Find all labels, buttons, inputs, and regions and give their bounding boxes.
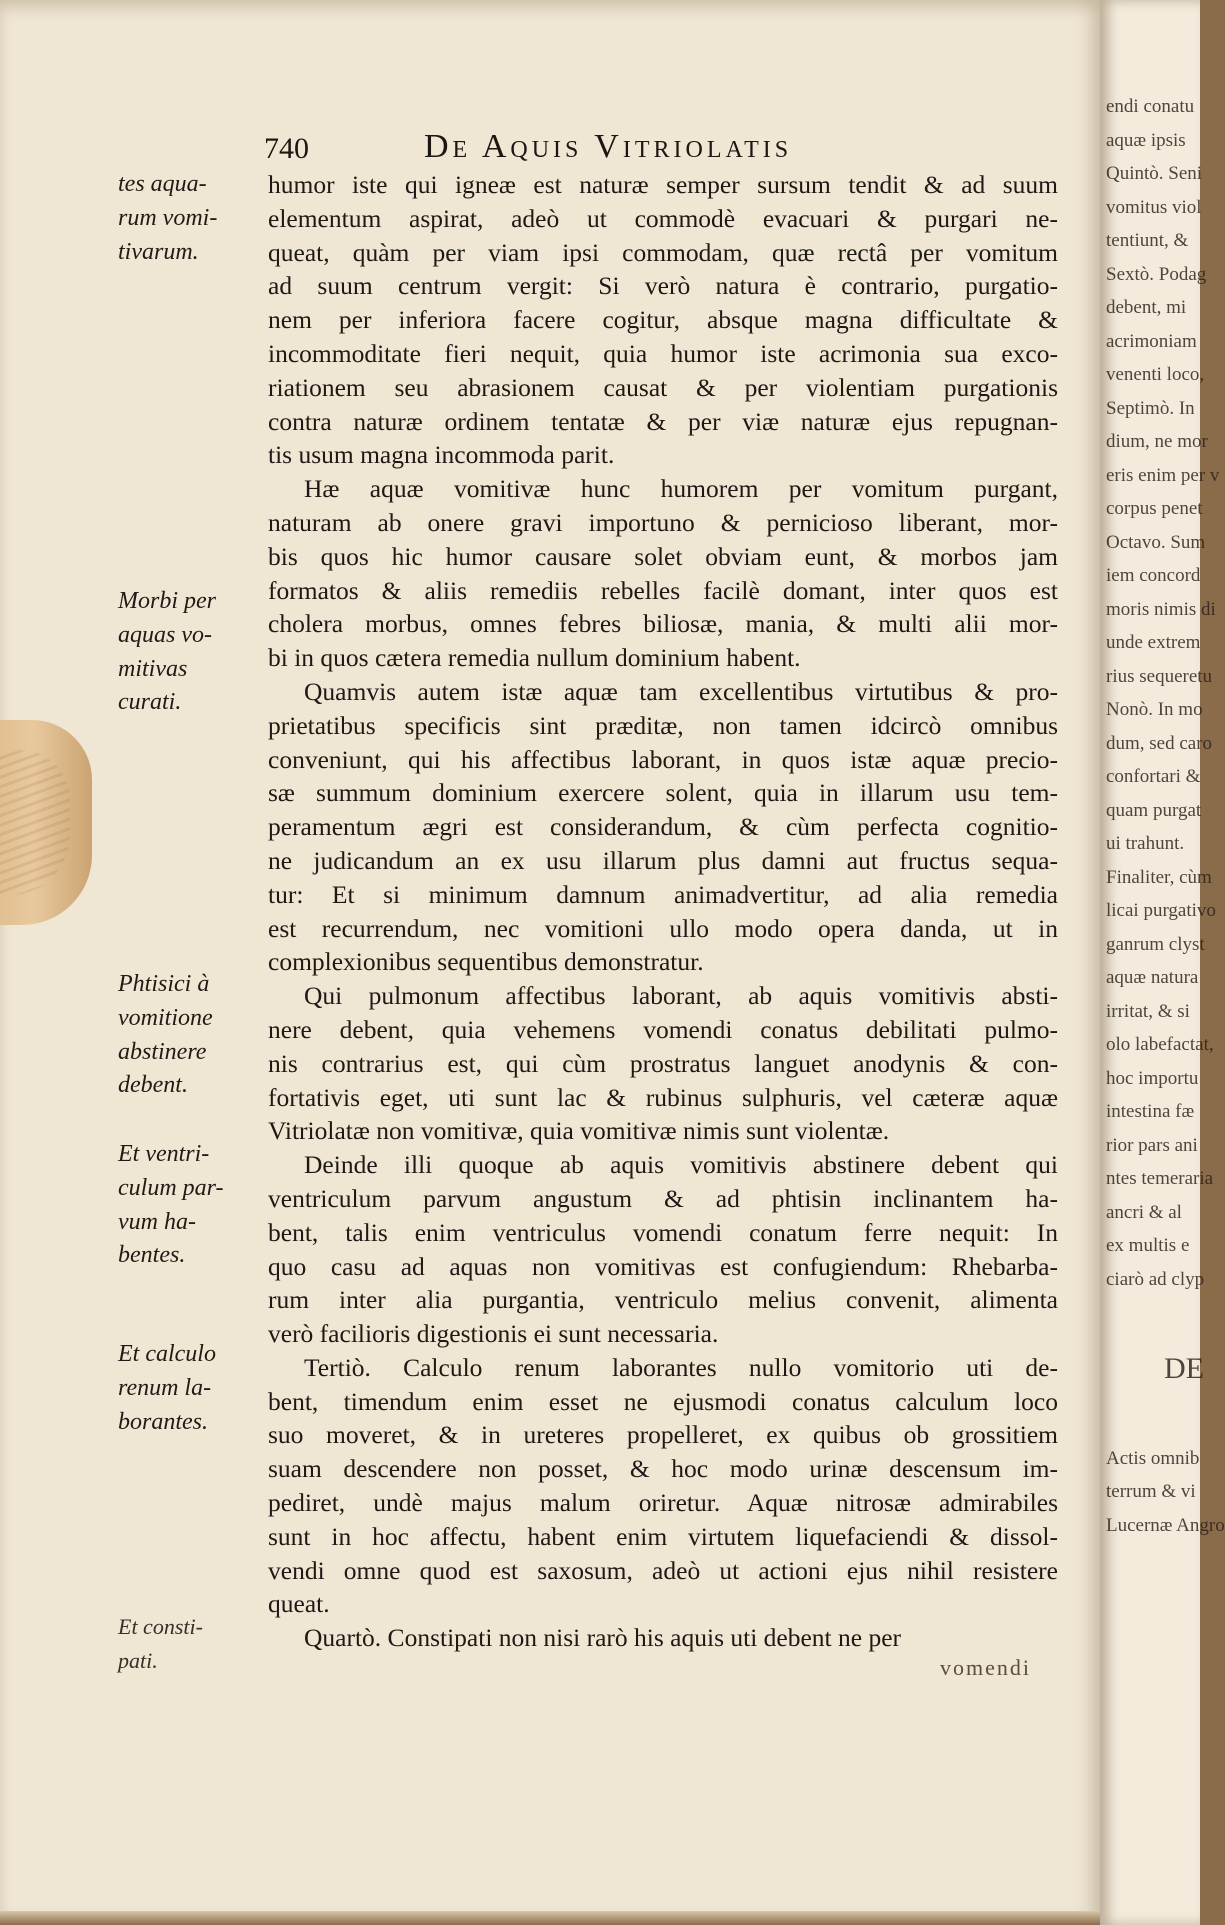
- margin-note-calculo: [118, 1338, 268, 1439]
- body-text: [268, 168, 1058, 1655]
- facing-fragment: aquæ ipsis: [1106, 129, 1186, 151]
- facing-fragment: acrimoniam: [1106, 330, 1197, 352]
- text-line: ventriculum parvum angustum & ad phtisin inclinantem ha-: [268, 1183, 1058, 1213]
- text-line: formatos & aliis remediis rebelles facilè domant, inter quos est: [268, 575, 1058, 605]
- text-line: nis contrarius est, qui cùm prostratus languet anodynis & con-: [268, 1048, 1058, 1078]
- text-line: cholera morbus, omnes febres biliosæ, mania, & multi alii mor-: [268, 609, 1058, 639]
- text-line: conveniunt, qui his affectibus laborant, in quos istæ aquæ precio-: [268, 744, 1058, 774]
- text-line: humor iste qui igneæ est naturæ semper sursum tendit & ad suum: [268, 170, 1058, 199]
- text-line: Hæ aquæ vomitivæ hunc humorem per vomitum purgant,: [304, 474, 1058, 504]
- text-line: bi in quos cætera remedia nullum dominium habent.: [268, 643, 801, 673]
- margin-note-line: culum par-: [118, 1174, 224, 1201]
- facing-fragment: Lucernæ Angro: [1106, 1514, 1225, 1536]
- facing-fragment: terrum & vi: [1106, 1481, 1196, 1502]
- text-line: Quartò. Constipati non nisi rarò his aquis uti debent ne per: [304, 1623, 902, 1653]
- text-line: contra naturæ ordinem tentatæ & per viæ naturæ ejus repugnan-: [268, 406, 1058, 436]
- text-line: verò facilioris digestionis ei sunt necessaria.: [268, 1319, 719, 1349]
- text-line: suam descendere non posset, & hoc modo urinæ descensum im-: [268, 1454, 1058, 1484]
- facing-fragment: aquæ natura: [1106, 967, 1199, 988]
- margin-note-line: tivarum.: [118, 238, 199, 265]
- text-line: sæ summum dominium exercere solent, quia in illarum usu tem-: [268, 778, 1058, 808]
- margin-note-line: aquas vo-: [118, 621, 212, 648]
- text-line: est recurrendum, nec vomitioni ullo modo opera danda, ut in: [268, 913, 1058, 943]
- text-line: fortativis eget, uti sunt lac & rubinus sulphuris, vel cæteræ aquæ: [268, 1082, 1058, 1112]
- text-line: complexionibus sequentibus demonstratur.: [268, 947, 704, 977]
- margin-note-line: bentes.: [118, 1242, 186, 1269]
- margin-note-line: Morbi per: [118, 588, 216, 614]
- margin-note-line: Et ventri-: [118, 1141, 210, 1167]
- facing-fragment: dum, sed caro: [1106, 732, 1213, 754]
- facing-fragment: confortari &: [1106, 766, 1201, 787]
- margin-note-line: debent.: [118, 1072, 188, 1099]
- text-line: bent, timendum enim esset ne ejusmodi conatus calculum loco: [268, 1386, 1058, 1416]
- margin-note-line: renum la-: [118, 1374, 212, 1401]
- margin-note-phtisici: [118, 968, 268, 1103]
- facing-fragment: eris enim per v: [1106, 464, 1220, 486]
- margin-note-line: tes aqua-: [118, 171, 207, 197]
- text-line: ad suum centrum vergit: Si verò natura è contrario, purgatio-: [268, 271, 1058, 301]
- text-line: queat, quàm per viam ipsi commodam, quæ rectâ per vomitum: [268, 237, 1058, 267]
- text-line: tis usum magna incommoda parit.: [268, 440, 615, 470]
- facing-fragment: Quintò. Seni: [1106, 163, 1203, 184]
- text-line: quo casu ad aquas non vomitivas est confugiendum: Rhebarba-: [268, 1251, 1058, 1281]
- margin-note-ventriculum: [118, 1138, 268, 1273]
- text-line: bent, talis enim ventriculus vomendi conatum ferre nequit: In: [268, 1217, 1058, 1247]
- facing-fragment: rius sequeretu: [1106, 665, 1213, 687]
- text-line: Vitriolatæ non vomitivæ, quia vomitivæ nimis sunt violentæ.: [268, 1116, 890, 1146]
- facing-fragment: venenti loco,: [1106, 364, 1205, 385]
- facing-fragment: unde extrem: [1106, 632, 1201, 653]
- facing-fragment: endi conatu: [1106, 96, 1195, 117]
- margin-note-vomitivarum: [118, 168, 268, 269]
- margin-note-line: abstinere: [118, 1038, 207, 1065]
- text-line: suo moveret, & in ureteres propelleret, ex quibus ob grossitiem: [268, 1420, 1058, 1450]
- facing-page-edge: [1100, 0, 1225, 1925]
- facing-fragment: tentiunt, &: [1106, 230, 1189, 251]
- text-line: queat.: [268, 1589, 330, 1619]
- facing-fragment: ganrum clyst: [1106, 933, 1205, 955]
- facing-fragment: iem concord: [1106, 565, 1201, 586]
- text-line: bis quos hic humor causare solet obviam eunt, & morbos jam: [268, 541, 1058, 571]
- facing-fragment: Septimò. In: [1106, 397, 1195, 419]
- text-line: Qui pulmonum affectibus laborant, ab aquis vomitivis absti-: [304, 981, 1058, 1011]
- facing-fragment: dium, ne mor: [1106, 431, 1208, 452]
- text-line: incommoditate fieri nequit, quia humor iste acrimonia sua exco-: [268, 338, 1058, 368]
- facing-fragment: irritat, & si: [1106, 1000, 1190, 1022]
- text-line: pediret, undè majus malum oriretur. Aquæ nitrosæ admirabiles: [268, 1488, 1058, 1518]
- margin-note-morbi-curati: [118, 585, 268, 720]
- margin-note-line: vum ha-: [118, 1208, 196, 1235]
- margin-note-line: Et calculo: [118, 1341, 216, 1367]
- text-line: tur: Et si minimum damnum animadvertitur, ad alia remedia: [268, 879, 1058, 909]
- text-line: peramentum ægri est considerandum, & cùm perfecta cognitio-: [268, 812, 1058, 842]
- facing-fragment: quam purgat: [1106, 799, 1202, 821]
- running-title: De Aquis Vitriolatis: [424, 128, 793, 165]
- facing-gap: [1106, 1296, 1196, 1352]
- text-line: nere debent, quia vehemens vomendi conatus debilitati pulmo-: [268, 1014, 1058, 1044]
- margin-note-constipati: [118, 1610, 268, 1678]
- text-line: ne judicandum an ex usu illarum plus damni aut fructus sequa-: [268, 845, 1058, 875]
- catchword: vomendi: [940, 1655, 1031, 1680]
- page-number: 740: [264, 132, 309, 165]
- reader-thumb: [0, 720, 92, 925]
- text-line: prietatibus specificis sint præditæ, non tamen idcircò omnibus: [268, 710, 1058, 740]
- facing-fragment: Actis omnib: [1106, 1447, 1200, 1469]
- facing-fragment: olo labefactat,: [1106, 1034, 1214, 1055]
- facing-fragment: vomitus viol: [1106, 196, 1202, 218]
- text-line: riationem seu abrasionem causat & per violentiam purgationis: [268, 372, 1058, 402]
- facing-fragment: debent, mi: [1106, 297, 1187, 318]
- facing-fragment: ciarò ad clyp: [1106, 1268, 1205, 1290]
- facing-fragment: corpus penet: [1106, 498, 1203, 519]
- facing-fragment: Finaliter, cùm: [1106, 866, 1212, 888]
- margin-note-line: rum vomi-: [118, 204, 218, 231]
- facing-fragment: licai purgativo: [1106, 900, 1216, 921]
- page-header: [264, 128, 954, 168]
- facing-fragment: DE: [1164, 1352, 1204, 1385]
- facing-fragment: ancri & al: [1106, 1201, 1182, 1223]
- text-line: sunt in hoc affectu, habent enim virtutem liquefaciendi & dissol-: [268, 1521, 1058, 1551]
- facing-fragment: Sextò. Podag: [1106, 263, 1207, 285]
- text-line: Tertiò. Calculo renum laborantes nullo vomitorio uti de-: [304, 1352, 1058, 1382]
- facing-gap: [1106, 1386, 1196, 1442]
- facing-fragment: ntes temeraria: [1106, 1168, 1214, 1189]
- margin-note-line: Phtisici à: [118, 971, 210, 997]
- text-line: nem per inferiora facere cogitur, absque magna difficultate &: [268, 305, 1058, 335]
- facing-fragment: moris nimis di: [1106, 598, 1216, 620]
- text-line: rum inter alia purgantia, ventriculo melius convenit, alimenta: [268, 1285, 1058, 1315]
- text-line: Deinde illi quoque ab aquis vomitivis abstinere debent qui: [304, 1150, 1058, 1180]
- facing-fragment: ui trahunt.: [1106, 833, 1185, 854]
- facing-fragment: Octavo. Sum: [1106, 531, 1206, 553]
- facing-fragment: Nonò. In mo: [1106, 699, 1203, 720]
- margin-note-line: mitivas: [118, 655, 188, 682]
- facing-fragment: intestina fæ: [1106, 1101, 1195, 1122]
- margin-note-line: Et consti-: [118, 1614, 203, 1639]
- text-line: vendi omne quod est saxosum, adeò ut actioni ejus nihil resistere: [268, 1555, 1058, 1585]
- facing-page-text: [1106, 90, 1225, 1542]
- text-line: elementum aspirat, adeò ut commodè evacuari & purgari ne-: [268, 203, 1058, 233]
- margin-note-line: vomitione: [118, 1004, 213, 1031]
- margin-note-line: curati.: [118, 689, 182, 716]
- margin-note-line: pati.: [118, 1647, 158, 1673]
- text-line: naturam ab onere gravi importuno & pernicioso liberant, mor-: [268, 507, 1058, 537]
- facing-fragment: rior pars ani: [1106, 1134, 1198, 1156]
- facing-fragment: hoc importu: [1106, 1067, 1199, 1089]
- facing-fragment: ex multis e: [1106, 1235, 1190, 1256]
- text-line: Quamvis autem istæ aquæ tam excellentibus virtutibus & pro-: [304, 676, 1058, 706]
- margin-note-line: borantes.: [118, 1408, 208, 1435]
